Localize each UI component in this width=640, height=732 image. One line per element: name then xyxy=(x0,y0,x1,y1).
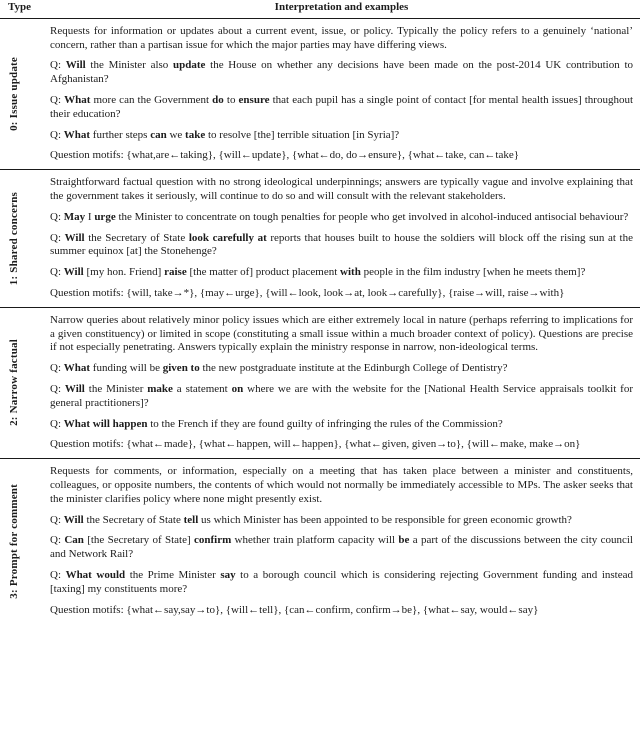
question-plain-text: whether train platform capacity will xyxy=(231,534,399,547)
row-type-label: 2: Narrow factual xyxy=(8,339,20,427)
table-row xyxy=(0,308,640,459)
question-motif-word: Will xyxy=(64,382,85,395)
question-motifs-text: Question motifs: {what,are←taking}, {will←update}, {what←do, do→ensure}, {what←take, can←take} xyxy=(50,149,519,162)
question-motif-word: What will happen xyxy=(63,417,148,430)
question-motif-word: confirm xyxy=(193,534,232,547)
question-text xyxy=(50,129,633,143)
question-plain-text: Q: xyxy=(50,266,64,279)
question-motif-word: look carefully at xyxy=(188,231,267,244)
question-motif-word: update xyxy=(173,59,206,72)
question-plain-text: [the matter of] product placement xyxy=(186,266,341,279)
question-motif-word: be xyxy=(398,534,410,547)
question-motif-word: What would xyxy=(65,568,126,581)
question-text xyxy=(50,59,633,87)
question-motif-word: do xyxy=(212,93,224,106)
table-row xyxy=(0,459,640,623)
question-text xyxy=(50,569,633,597)
row-type-label: 0: Issue update xyxy=(8,57,20,131)
column-header-type: Type xyxy=(8,1,32,13)
question-plain-text: to resolve [the] terrible situation [in Syria]? xyxy=(205,128,400,141)
question-motif-word: Will xyxy=(65,59,86,72)
question-motifs-text: Question motifs: {will, take→*}, {may←urge}, {will←look, look→at, look→carefully}, {raise→will, raise→with} xyxy=(50,286,565,299)
question-plain-text: we xyxy=(166,128,186,141)
question-plain-text: the Minister xyxy=(84,382,148,395)
question-plain-text: [the Secretary of State] xyxy=(83,534,194,547)
interpretation-text: Requests for information or updates about a current event, issue, or policy. Typically the policy refers to a genuinely ‘national’ concern, rather than a partisan issue for which the major parties may have differing views. xyxy=(50,24,633,51)
question-plain-text: the House on whether any decisions have been made on the post-2014 UK contribution to Afghanistan? xyxy=(50,59,633,86)
question-motif-word: say xyxy=(220,568,236,581)
question-plain-text: Q: xyxy=(50,93,65,106)
question-plain-text: Q: xyxy=(50,128,64,141)
question-plain-text: us which Minister has been appointed to be responsible for green economic growth? xyxy=(198,513,572,526)
row-content-cell xyxy=(50,465,640,617)
question-plain-text: Q: xyxy=(50,210,64,223)
question-plain-text: Q: xyxy=(50,362,64,375)
row-content-cell xyxy=(50,314,640,452)
question-plain-text: Q: xyxy=(50,231,65,244)
question-plain-text: Q: xyxy=(50,513,64,526)
question-motif-word: ensure xyxy=(238,93,270,106)
question-text xyxy=(50,514,633,528)
question-motif-word: What xyxy=(63,362,91,375)
question-plain-text: Q: xyxy=(50,568,66,581)
question-plain-text: the Minister to concentrate on tough penalties for people who get involved in alcohol-induced antisocial behaviour? xyxy=(115,210,629,223)
interpretation-text: Narrow queries about relatively minor policy issues which are either extremely local in nature (perhaps referring to implications for a given constituency) or limited in scope (constituting a small issue within a much broader context of policy). Questions are precise if not especially penetrating. Answers typically explain the ministry response in narrow, non-ideological terms. xyxy=(50,313,633,354)
question-motif-word: What xyxy=(64,93,91,106)
row-type-cell xyxy=(0,176,50,301)
question-text xyxy=(50,534,633,562)
question-text xyxy=(50,266,633,280)
question-text xyxy=(50,383,633,411)
table-header xyxy=(0,0,640,19)
question-motif-word: with xyxy=(340,266,361,279)
table-body xyxy=(0,19,640,624)
question-text xyxy=(50,362,633,376)
question-text xyxy=(50,232,633,260)
question-plain-text: the Secretary of State xyxy=(84,231,189,244)
question-motif-word: make xyxy=(147,382,173,395)
question-plain-text: a statement xyxy=(172,382,232,395)
question-plain-text: the Minister also xyxy=(85,59,174,72)
question-motif-word: raise xyxy=(164,266,187,279)
column-header-interpretation: Interpretation and examples xyxy=(274,1,409,13)
interpretation-text: Requests for comments, or information, especially on a meeting that has taken place between a minister and constituents, colleagues, or opposite numbers, the contents of which would not normally be immediately accessible to MPs. The asker seeks that the minister clarifies policy where none might presently exist. xyxy=(50,465,633,505)
question-plain-text: the Prime Minister xyxy=(125,568,221,581)
question-motif-word: take xyxy=(185,128,206,141)
row-type-cell xyxy=(0,25,50,163)
question-plain-text: [my hon. Friend] xyxy=(83,266,165,279)
question-plain-text: to a borough council which is considering rejecting Government funding and instead [taxing] my constituents more? xyxy=(50,568,633,595)
question-motif-word: Can xyxy=(64,534,84,547)
question-motif-word: What xyxy=(63,128,91,141)
question-plain-text: people in the film industry [when he meets them]? xyxy=(360,266,586,279)
question-plain-text: funding will be xyxy=(90,362,163,375)
question-motifs-text: Question motifs: {what←say,say→to}, {will←tell}, {can←confirm, confirm→be}, {what←say, would←say} xyxy=(50,603,539,616)
question-plain-text: the Secretary of State xyxy=(83,513,184,526)
row-type-label: 1: Shared concerns xyxy=(8,191,20,286)
question-plain-text: a part of the discussions between the city council and Network Rail? xyxy=(50,534,633,561)
row-type-cell xyxy=(0,465,50,617)
interpretation-text: Straightforward factual question with no strong ideological underpinnings; answers are typically vague and involve explaining that the government takes it seriously, will continue to do so and will consult with the relevant stakeholders. xyxy=(50,176,633,202)
question-motif-word: urge xyxy=(94,210,116,223)
question-plain-text: more can the Government xyxy=(90,93,213,106)
question-text xyxy=(50,418,633,432)
question-text xyxy=(50,211,633,225)
table-row xyxy=(0,19,640,170)
question-plain-text: where we are with the website for the [National Health Service appraisals toolkit for general practitioners]? xyxy=(50,382,634,409)
question-plain-text: further steps xyxy=(90,128,151,141)
question-motif-word: tell xyxy=(183,513,199,526)
table-row xyxy=(0,170,640,308)
row-content-cell xyxy=(50,25,640,163)
question-motif-word: Will xyxy=(63,513,84,526)
question-plain-text: Q: xyxy=(50,417,64,430)
question-motif-word: on xyxy=(231,382,244,395)
question-plain-text: to the French if they are found guilty of infringing the rules of the Commission? xyxy=(147,417,503,430)
row-content-cell xyxy=(50,176,640,301)
question-plain-text: reports that houses built to house the soldiers will block off the rising sun at the summer equinox [at] the Stonehenge? xyxy=(50,231,633,258)
row-type-cell xyxy=(0,314,50,452)
question-text xyxy=(50,94,633,122)
question-motif-word: Will xyxy=(64,231,85,244)
question-plain-text: to xyxy=(223,93,239,106)
question-motif-word: can xyxy=(150,128,167,141)
question-motif-word: Will xyxy=(63,266,84,279)
row-type-label: 3: Prompt for comment xyxy=(8,483,20,599)
question-motifs-text: Question motifs: {what←made}, {what←happen, will←happen}, {what←given, given→to}, {will←make, make→on} xyxy=(50,438,581,451)
question-motif-word: given to xyxy=(162,362,200,375)
question-plain-text: the new postgraduate institute at the Edinburgh College of Dentistry? xyxy=(199,362,508,375)
question-motif-word: May xyxy=(63,210,86,223)
question-plain-text: Q: xyxy=(50,534,65,547)
question-plain-text: that each pupil has a single point of contact [for mental health issues] throughout their education? xyxy=(50,93,633,120)
question-plain-text: Q: xyxy=(50,382,65,395)
question-plain-text: I xyxy=(85,210,95,223)
question-plain-text: Q: xyxy=(50,59,66,72)
